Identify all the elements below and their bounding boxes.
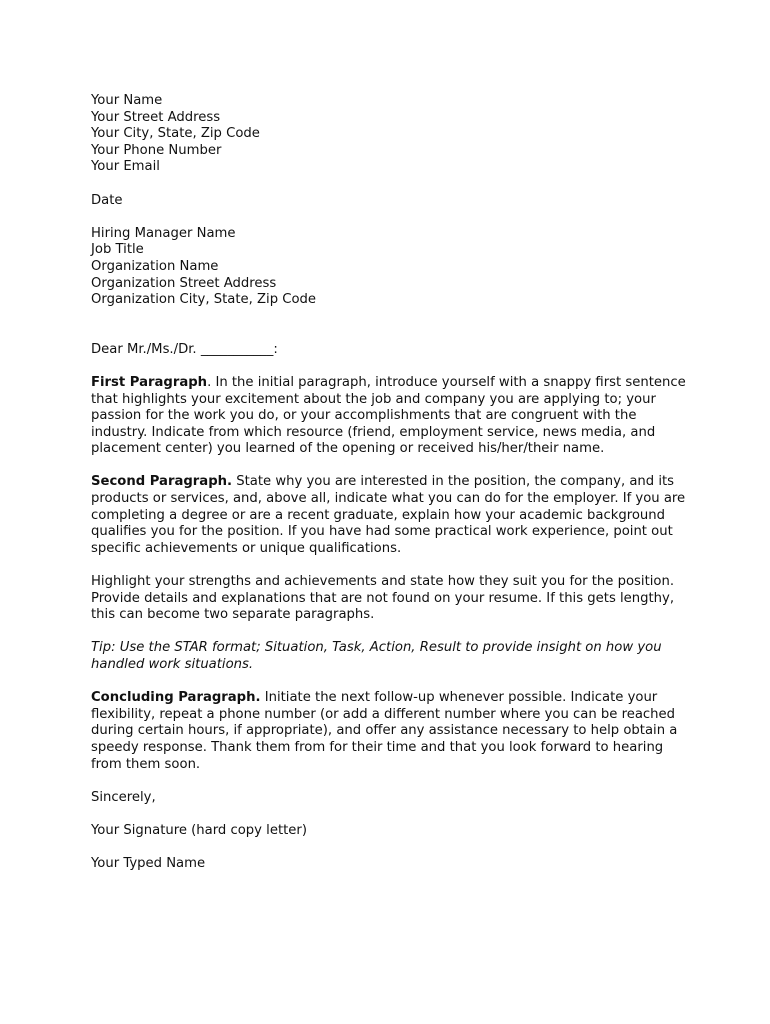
second-paragraph <box>91 474 691 557</box>
concluding-paragraph-body: Initiate the next follow-up whenever possible. Indicate your flexibility, repeat a phone number (or add a different number where you can be reached during certain hours, if appropriate), and offer any assistance necessary to help obtain a speedy response. Thank them from for their time and that you look forward to hearing from them soon. <box>91 690 678 772</box>
closing: Sincerely, <box>91 789 156 805</box>
recipient-organization: Organization Name <box>91 258 219 274</box>
sender-email: Your Email <box>91 159 160 175</box>
cover-letter <box>91 93 691 873</box>
recipient-title: Job Title <box>91 242 144 258</box>
sender-street: Your Street Address <box>91 109 221 125</box>
concluding-paragraph-lead: Concluding Paragraph. <box>91 690 261 706</box>
second-paragraph-lead: Second Paragraph. <box>91 474 233 490</box>
salutation: Dear Mr./Ms./Dr. ___________: <box>91 341 278 357</box>
recipient-street: Organization Street Address <box>91 275 277 291</box>
star-tip: Tip: Use the STAR format; Situation, Task, Action, Result to provide insight on how you handled work situations. <box>91 640 662 672</box>
strengths-paragraph <box>91 574 691 624</box>
sender-block <box>91 93 691 176</box>
first-paragraph <box>91 375 691 458</box>
recipient-name: Hiring Manager Name <box>91 225 236 241</box>
sender-name: Your Name <box>91 93 163 108</box>
first-paragraph-body: . In the initial paragraph, introduce yourself with a snappy first sentence that highlights your excitement about the job and company you are applying to; your passion for the work you do, or your accomplishments that are congruent with the industry. Indicate from which resource (friend, employment service, news media, and placement center) you learned of the opening or received his/her/their name. <box>91 374 686 457</box>
first-paragraph-lead: First Paragraph <box>91 374 208 390</box>
second-paragraph-body: State why you are interested in the position, the company, and its products or services, and, above all, indicate what you can do for the employer. If you are completing a degree or are a recent graduate, explain how your academic background qualifies you for the position. If you have had some practical work experience, point out specific achievements or unique qualifications. <box>91 474 686 556</box>
typed-name: Your Typed Name <box>91 856 206 872</box>
letter-date: Date <box>91 192 123 208</box>
strengths-paragraph-body: Highlight your strengths and achievements and state how they suit you for the position. Provide details and explanations that are not found on your resume. If this gets lengthy, this can become two separate paragraphs. <box>91 574 675 623</box>
recipient-city: Organization City, State, Zip Code <box>91 292 317 308</box>
sender-city: Your City, State, Zip Code <box>91 126 260 142</box>
recipient-block <box>91 226 691 309</box>
concluding-paragraph <box>91 690 691 773</box>
sender-phone: Your Phone Number <box>91 142 222 158</box>
signature: Your Signature (hard copy letter) <box>91 822 307 838</box>
